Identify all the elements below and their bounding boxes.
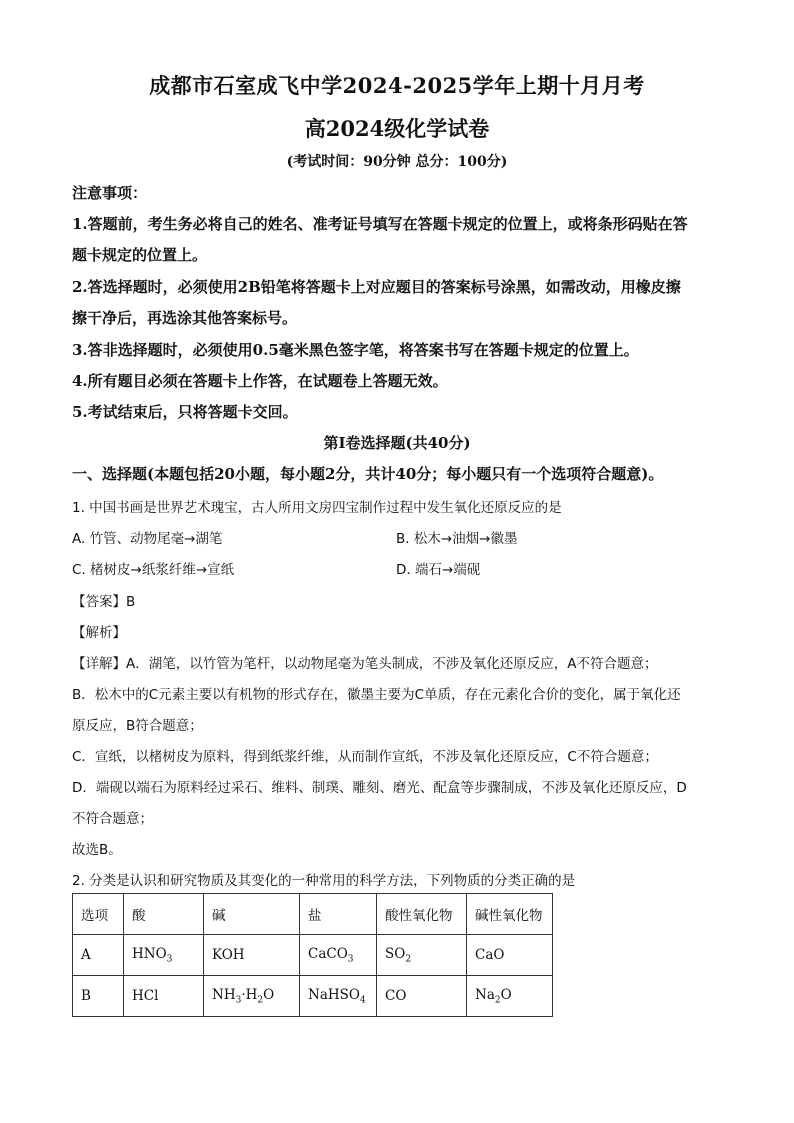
question-1-stem: 1. 中国书画是世界艺术瑰宝，古人所用文房四宝制作过程中发生氧化还原反应的是 (72, 500, 562, 516)
table-row (73, 935, 553, 976)
table-header-cell: 碱 (204, 894, 300, 935)
exam-info: (考试时间：90分钟 总分：100分) (286, 154, 508, 170)
table-header-row (73, 894, 553, 935)
notice-line: 1.答题前，考生务必将自己的姓名、准考证号填写在答题卡规定的位置上，或将条形码贴在答 (72, 215, 688, 233)
q1-option-a: A. 竹管、动物尾毫→湖笔 (72, 531, 223, 547)
notice-line: 擦干净后，再选涂其他答案标号。 (72, 309, 298, 327)
section-instruction: 一、选择题(本题包括20小题，每小题2分，共计40分；每小题只有一个选项符合题意)。 (72, 465, 664, 483)
q1-option-d: D. 端石→端砚 (396, 562, 481, 578)
table-cell-acidic-oxide: CO (377, 976, 467, 1017)
table-header-cell: 碱性氧化物 (467, 894, 553, 935)
q1-explanation-line: D．端砚以端石为原料经过采石、维料、制璞、雕刻、磨光、配盒等步骤制成，不涉及氧化还原反应，D (72, 780, 687, 796)
table-cell-base: $NH_3\cdot H_2O$ (204, 976, 300, 1017)
q1-analysis-tag: 【解析】 (72, 625, 126, 641)
table-cell-acid: $HNO_3$ (124, 935, 204, 976)
table-cell-acidic-oxide: $SO_2$ (377, 935, 467, 976)
section-title: 第Ⅰ卷选择题(共40分) (323, 434, 471, 452)
table-cell-base: KOH (204, 935, 300, 976)
table-cell-salt: NaHSO$_4$ (300, 976, 377, 1017)
q1-explanation-line: 故选B。 (72, 842, 122, 858)
q1-option-b: B. 松木→油烟→徽墨 (396, 531, 518, 547)
classification-table (72, 893, 553, 1017)
q1-explanation-line: 原反应，B符合题意； (72, 718, 203, 734)
table-cell-basic-oxide: CaO (467, 935, 553, 976)
q1-explanation-line: C．宣纸，以楮树皮为原料，得到纸浆纤维，从而制作宣纸，不涉及氧化还原反应，C不符合题意； (72, 749, 658, 765)
table-row (73, 976, 553, 1017)
exam-title: 成都市石室成飞中学2024-2025学年上期十月月考 (149, 73, 645, 98)
table-cell-acid: HCl (124, 976, 204, 1017)
table-header-cell: 酸性氧化物 (377, 894, 467, 935)
q1-explanation-line: 【详解】A．湖笔，以竹管为笔杆，以动物尾毫为笔头制成，不涉及氧化还原反应，A不符合题意； (72, 656, 658, 672)
notice-line: 5.考试结束后，只将答题卡交回。 (72, 403, 298, 421)
q1-explanation-line: B．松木中的C元素主要以有机物的形式存在，徽墨主要为C单质，存在元素化合价的变化，属于氧化还 (72, 687, 681, 703)
table-header-cell: 酸 (124, 894, 204, 935)
table-cell-option: A (73, 935, 124, 976)
table-cell-option: B (73, 976, 124, 1017)
q1-option-c: C. 楮树皮→纸浆纤维→宣纸 (72, 562, 235, 578)
notice-heading: 注意事项： (72, 184, 148, 202)
q1-answer: 【答案】B (72, 594, 136, 610)
notice-line: 3.答非选择题时，必须使用0.5毫米黑色签字笔，将答案书写在答题卡规定的位置上。 (72, 341, 639, 359)
notice-line: 题卡规定的位置上。 (72, 246, 208, 264)
table-header-cell: 选项 (73, 894, 124, 935)
table-cell-basic-oxide: $Na_2O$ (467, 976, 553, 1017)
q1-explanation-line: 不符合题意； (72, 811, 153, 827)
question-2-stem: 2. 分类是认识和研究物质及其变化的一种常用的科学方法，下列物质的分类正确的是 (72, 873, 576, 889)
notice-line: 2.答选择题时，必须使用2B铅笔将答题卡上对应题目的答案标号涂黑，如需改动，用橡皮擦 (72, 278, 681, 296)
table-cell-salt: CaCO$_3$ (300, 935, 377, 976)
notice-line: 4.所有题目必须在答题卡上作答，在试题卷上答题无效。 (72, 372, 448, 390)
exam-subtitle: 高2024级化学试卷 (304, 116, 490, 141)
table-header-cell: 盐 (300, 894, 377, 935)
